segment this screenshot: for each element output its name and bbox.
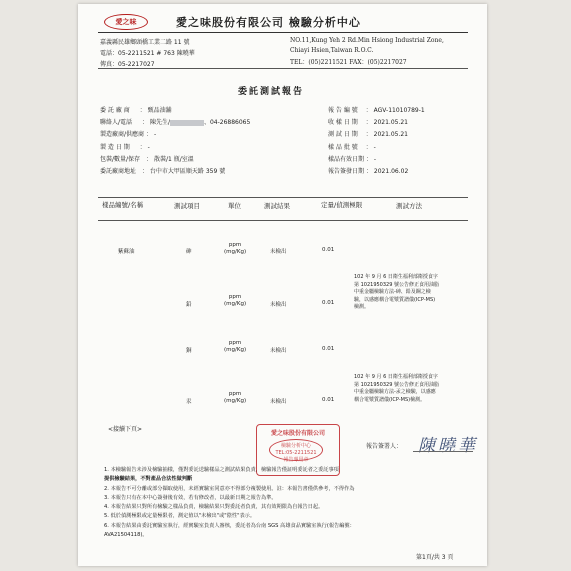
col-method: 測試方法 [396, 202, 422, 210]
client-address-label: 委託廠商地址 [100, 168, 137, 176]
contact-value: ： 陳先生/ [142, 119, 170, 127]
mfg-date-value: ： - [139, 143, 150, 151]
address-en-2: Chiayi Hsien,Taiwan R.O.C. [290, 47, 374, 54]
test-date-label: 測 試 日 期 [328, 131, 358, 139]
row-1-item: 砷 [186, 249, 192, 255]
report-no-value: ： AGV-11010789-1 [365, 107, 425, 114]
row-4-unit: ppm (mg/Kg) [224, 391, 247, 404]
row-2-limit: 0.01 [322, 300, 335, 306]
row-4-limit: 0.01 [322, 397, 335, 403]
maker-label: 製造廠商/供應商 [100, 131, 145, 139]
signer-label: 報告簽署人： [366, 443, 403, 450]
contact-tel: 、04-26886065 [203, 119, 251, 127]
issue-date-label: 報告簽發日期 [328, 168, 365, 176]
fax-zh: 傳真：05-2217027 [100, 61, 155, 68]
row-2-item: 鉛 [186, 302, 192, 308]
expiry-label: 樣品有效日期 [328, 155, 365, 163]
issue-date-value: ： 2021.06.02 [366, 168, 409, 176]
signature: 陳曉華 [418, 436, 478, 456]
company-logo: 愛之味 [104, 14, 148, 30]
report-page [78, 4, 487, 566]
row-4-method: 102 年 9 月 6 日衛生福利部衛授食字第 1021950329 號公告修正食用油脂中重金屬檢驗方法-汞之檢驗，以感應耦合電漿質譜儀(ICP-MS)檢測。 [354, 374, 439, 403]
row-3-result: 未檢出 [270, 348, 287, 354]
pack-label: 包裝/數量/保存 [100, 155, 141, 163]
recv-date-label: 收 樣 日 期 [328, 119, 358, 127]
pack-value: ： 散裝/1 瓶/室溫 [146, 155, 194, 163]
col-result: 測試結果 [264, 202, 290, 210]
report-no-label: 報 告 編 號 [328, 107, 358, 114]
recv-date-value: ： 2021.05.21 [365, 119, 408, 127]
batch-value: ： - [365, 143, 376, 151]
expiry-value: ： - [366, 155, 377, 163]
row-4-result: 未檢出 [270, 399, 287, 405]
row-3-limit: 0.01 [322, 346, 335, 352]
page-number: 第1頁/共 3 頁 [416, 554, 454, 561]
address-en-1: NO.11,Kung Yeh 2 Rd.Min Hsiong Industrial Zone, [290, 37, 444, 44]
row-3-item: 銅 [186, 348, 192, 354]
client-label: 委 託 廠 商 [100, 107, 130, 114]
row-2-result: 未檢出 [270, 302, 287, 308]
col-unit: 單位 [228, 202, 241, 210]
maker-value: ： - [146, 131, 157, 139]
client-value: ： 甄品油舖 [139, 107, 172, 114]
row-4-item: 汞 [186, 399, 192, 405]
contact-label: 聯絡人/電話 [100, 119, 133, 127]
row-2-unit: ppm (mg/Kg) [224, 294, 247, 307]
row-2-method: 102 年 9 月 6 日衛生福利部衛授食字第 1021950329 號公告修正食用油脂中重金屬檢驗方法-砷、鉛及鋼之檢驗，以感應耦合電漿質譜儀(ICP-MS)檢測。 [354, 274, 439, 310]
row-1-unit: ppm (mg/Kg) [224, 242, 247, 255]
col-sample: 樣品編號/名稱 [102, 201, 144, 209]
client-address-value: ： 台中市大甲區順天路 359 號 [142, 168, 226, 176]
col-limit: 定量/偵測極限 [321, 201, 363, 209]
row-3-unit: ppm (mg/Kg) [224, 340, 247, 353]
col-item: 測試項目 [174, 202, 200, 210]
batch-label: 樣 品 批 號 [328, 143, 358, 151]
mfg-date-label: 製 造 日 期 [100, 143, 130, 151]
company-stamp: 愛之味股份有限公司 檢驗分析中心 TEL:05-2211521 報告專用章 [256, 424, 340, 476]
redacted-mark [170, 120, 204, 126]
continue-note: <接續下頁> [108, 426, 143, 433]
company-name: 愛之味股份有限公司 檢驗分析中心 [176, 16, 361, 29]
row-1-limit: 0.01 [322, 247, 335, 253]
tel-zh: 電話：05-2211521 # 763 陳曉華 [100, 50, 195, 57]
address-zh: 嘉義縣民雄鄉頭橋工業二路 11 號 [100, 39, 190, 46]
sample-name: 紫蘇油 [118, 249, 135, 255]
test-date-value: ： 2021.05.21 [365, 131, 408, 139]
tel-fax-en: TEL：(05)2211521 FAX：(05)2217027 [290, 59, 407, 66]
row-1-result: 未檢出 [270, 249, 287, 255]
notes: 1. 本檢驗報告未涉及檢驗抽樣，僅對委託送驗樣品之測試結果負責，檢驗報告僅証明委託者之委託事項 提供檢驗結果，不對產品合法性做判斷 2. 本報告不可分離或部分擷取使用，未經實驗室同意亦不得部分複製使用。註：本報告書僅供參考，不得作為 3. 本報告只有在本中心簽發後有效，若有修改者，以最新日期之報告為準。 4. 本報告結果只對所有檢驗之樣品負責，檢驗結果只對委託者負責，其有效期限為自報告日起。 5. 低於偵測極限或定量極限者，測定值以"未檢出"或"陰性"表示。 6. 本報告結果由委託實驗室執行，經實驗室負責人審核，委託者為台南 SGS 高雄食品實驗室執行(報告編號： AVA21504118)。 [104, 467, 355, 539]
report-title: 委託測試報告 [238, 87, 305, 97]
